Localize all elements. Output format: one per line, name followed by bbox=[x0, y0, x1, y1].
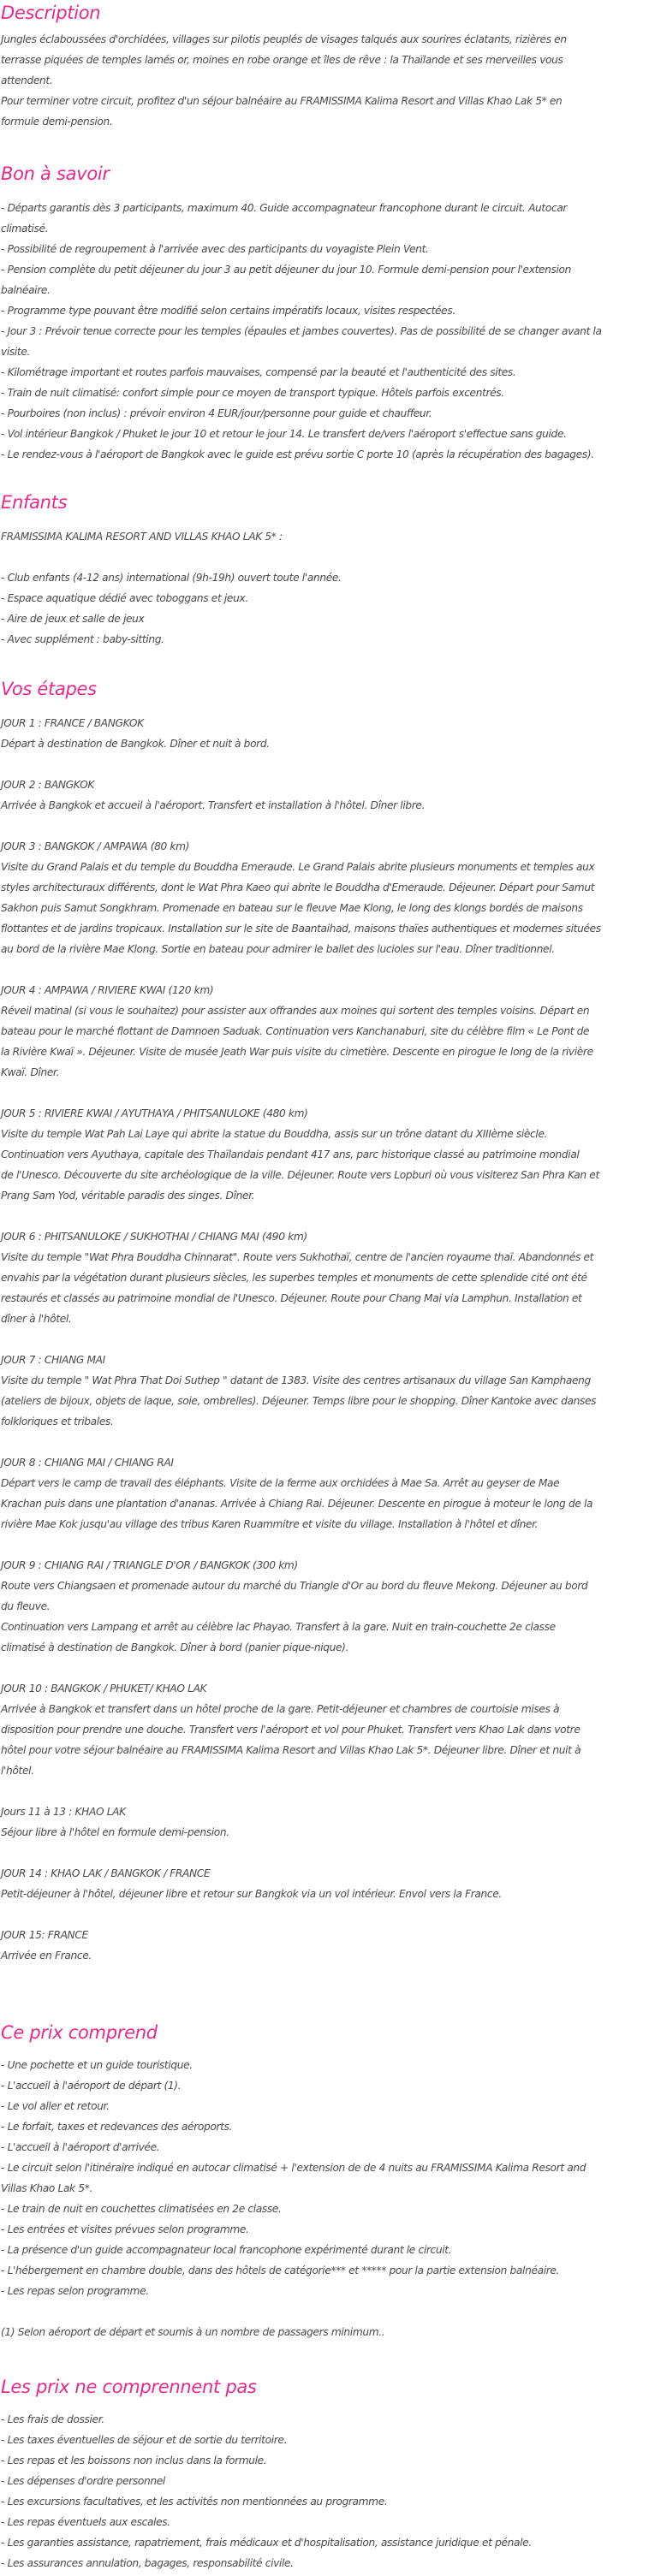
text-line: Petit-déjeuner à l'hôtel, déjeuner libre et retour sur Bangkok via un vol intérieur. Envol vers la France. bbox=[1, 1888, 502, 1900]
text-line: - Les repas éventuels aux escales. bbox=[1, 2516, 170, 2528]
text-line: Réveil matinal (si vous le souhaitez) pour assister aux offrandes aux moines qui sortent des temples voisins. Départ en bbox=[1, 1005, 590, 1017]
text-line: folkloriques et tribales. bbox=[1, 1416, 114, 1427]
section-title-ne-comprennent-pas: Les prix ne comprennent pas bbox=[1, 2377, 257, 2397]
text-line: - Programme type pouvant être modifié selon certains impératifs locaux, visites respectées. bbox=[1, 305, 455, 317]
text-line: JOUR 6 : PHITSANULOKE / SUKHOTHAI / CHIANG MAI (490 km) bbox=[1, 1231, 307, 1243]
text-line: climatisé. bbox=[1, 223, 49, 234]
text-line: Visite du temple Wat Pah Lai Laye qui abrite la statue du Bouddha, assis sur un trône datant du XIIIème siècle. bbox=[1, 1128, 548, 1140]
text-line: Départ à destination de Bangkok. Dîner et nuit à bord. bbox=[1, 738, 270, 750]
text-line: bateau pour le marché flottant de Damnoen Saduak. Continuation vers Kanchanaburi, site du célèbre film « Le Pont de bbox=[1, 1025, 590, 1037]
text-line: - Le circuit selon l'itinéraire indiqué en autocar climatisé + l'extension de de 4 nuits au FRAMISSIMA Kalima Resort and bbox=[1, 2162, 586, 2174]
section-title-description: Description bbox=[1, 3, 101, 23]
text-line: visite. bbox=[1, 346, 31, 358]
text-line: Prang Sam Yod, véritable paradis des singes. Dîner. bbox=[1, 1190, 255, 1202]
text-line: Jours 11 à 13 : KHAO LAK bbox=[1, 1806, 126, 1818]
text-line: attendent. bbox=[1, 74, 53, 86]
text-line: rivière Mae Kok jusqu'au village des tribus Karen Ruammitre et visite du village. Installation à l'hôtel et dîner. bbox=[1, 1518, 539, 1530]
text-line: JOUR 9 : CHIANG RAI / TRIANGLE D'OR / BANGKOK (300 km) bbox=[1, 1559, 298, 1571]
text-line: (ateliers de bijoux, objets de laque, soie, ombrelles). Déjeuner. Temps libre pour le shopping. Dîner Kantoke avec danses bbox=[1, 1395, 597, 1407]
text-line: Kwaï. Dîner. bbox=[1, 1066, 60, 1078]
text-line: au bord de la rivière Mae Klong. Sortie en bateau pour admirer le ballet des lucioles sur l'eau. Dîner traditionnel. bbox=[1, 943, 555, 955]
text-line: FRAMISSIMA KALIMA RESORT AND VILLAS KHAO LAK 5* : bbox=[1, 531, 283, 543]
text-line: - Les assurances annulation, bagages, responsabilité civile. bbox=[1, 2557, 294, 2569]
text-line: Arrivée à Bangkok et transfert dans un hôtel proche de la gare. Petit-déjeuner et chambres de courtoisie mises à bbox=[1, 1703, 560, 1715]
text-line: - Départs garantis dès 3 participants, maximum 40. Guide accompagnateur francophone durant le circuit. Autocar bbox=[1, 202, 568, 214]
text-line: de l'Unesco. Découverte du site archéologique de la ville. Déjeuner. Route vers Lopburi où vous visiterez San Phra Kan et bbox=[1, 1169, 599, 1181]
text-line: - Les repas et les boissons non inclus dans la formule. bbox=[1, 2454, 267, 2466]
text-line: - L'accueil à l'aéroport d'arrivée. bbox=[1, 2141, 160, 2153]
text-line: formule demi-pension. bbox=[1, 116, 113, 128]
text-line: Séjour libre à l'hôtel en formule demi-pension. bbox=[1, 1826, 229, 1838]
text-line: l'hôtel. bbox=[1, 1765, 34, 1777]
text-line: - Le train de nuit en couchettes climatisées en 2e classe. bbox=[1, 2203, 282, 2215]
text-line: JOUR 5 : RIVIERE KWAI / AYUTHAYA / PHITSANULOKE (480 km) bbox=[1, 1107, 308, 1119]
text-line: - Train de nuit climatisé: confort simple pour ce moyen de transport typique. Hôtels parfois excentrés. bbox=[1, 387, 504, 399]
text-line: - L'hébergement en chambre double, dans des hôtels de catégorie*** et ***** pour la partie extension balnéaire. bbox=[1, 2264, 560, 2276]
text-line: - Le forfait, taxes et redevances des aéroports. bbox=[1, 2121, 233, 2133]
text-line: Jungles éclaboussées d'orchidées, villages sur pilotis peuplés de visages talqués aux sourires éclatants, rizières en bbox=[1, 33, 567, 45]
text-line: du fleuve. bbox=[1, 1600, 51, 1612]
text-line: JOUR 3 : BANGKOK / AMPAWA (80 km) bbox=[1, 840, 190, 852]
text-line: Visite du temple " Wat Phra That Doi Suthep " datant de 1383. Visite des centres artisanaux du village San Kamphaeng bbox=[1, 1374, 591, 1386]
text-line: restaurés et classés au patrimoine mondial de l'Unesco. Déjeuner. Route pour Chang Mai via Lamphun. Installation et bbox=[1, 1292, 582, 1304]
text-line: balnéaire. bbox=[1, 284, 51, 296]
text-line: Visite du Grand Palais et du temple du Bouddha Emeraude. Le Grand Palais abrite plusieurs monuments et temples aux bbox=[1, 861, 595, 873]
text-line: - Les dépenses d'ordre personnel bbox=[1, 2475, 165, 2487]
text-line: flottantes et de jardins tropicaux. Installation sur le site de Baantaihad, maisons thaïes authentiques et modernes situées bbox=[1, 923, 601, 935]
text-line: - Le vol aller et retour. bbox=[1, 2100, 110, 2112]
text-line: Arrivée en France. bbox=[1, 1950, 92, 1962]
text-line: Visite du temple "Wat Phra Bouddha Chinnarat". Route vers Sukhothaï, centre de l'ancien royaume thaï. Abandonnés et bbox=[1, 1251, 594, 1263]
text-line: - Espace aquatique dédié avec toboggans et jeux. bbox=[1, 592, 248, 604]
text-line: - Les excursions facultatives, et les activités non mentionnées au programme. bbox=[1, 2496, 388, 2508]
text-line: JOUR 1 : FRANCE / BANGKOK bbox=[1, 717, 144, 729]
text-line: - Une pochette et un guide touristique. bbox=[1, 2059, 193, 2071]
text-line: - Les repas selon programme. bbox=[1, 2285, 149, 2297]
text-line: - Club enfants (4-12 ans) international (9h-19h) ouvert toute l'année. bbox=[1, 572, 342, 584]
text-line: - Les taxes éventuelles de séjour et de sortie du territoire. bbox=[1, 2434, 288, 2446]
text-line: JOUR 7 : CHIANG MAI bbox=[1, 1354, 105, 1366]
text-line: - Pourboires (non inclus) : prévoir environ 4 EUR/jour/personne pour guide et chauffeur. bbox=[1, 407, 432, 419]
section-title-bon-a-savoir: Bon à savoir bbox=[1, 163, 110, 184]
section-title-enfants: Enfants bbox=[1, 492, 68, 513]
text-line: JOUR 4 : AMPAWA / RIVIERE KWAI (120 km) bbox=[1, 984, 214, 996]
section-title-ce-prix-comprend: Ce prix comprend bbox=[1, 2022, 158, 2043]
text-line: Continuation vers Ayuthaya, capitale des Thaïlandais pendant 417 ans, parc historique classé au patrimoine mondial bbox=[1, 1149, 580, 1160]
text-line: Villas Khao Lak 5*. bbox=[1, 2182, 92, 2194]
text-line: - Possibilité de regroupement à l'arrivée avec des participants du voyagiste Plein Vent. bbox=[1, 243, 429, 255]
text-line: Pour terminer votre circuit, profitez d'un séjour balnéaire au FRAMISSIMA Kalima Resort and Villas Khao Lak 5* en bbox=[1, 95, 563, 107]
text-line: - La présence d'un guide accompagnateur local francophone expérimenté durant le circuit. bbox=[1, 2244, 452, 2256]
text-line: - Jour 3 : Prévoir tenue correcte pour les temples (épaules et jambes couvertes). Pas de possibilité de se changer avant la bbox=[1, 325, 602, 337]
text-line: JOUR 15: FRANCE bbox=[1, 1929, 88, 1941]
section-title-vos-etapes: Vos étapes bbox=[1, 679, 97, 699]
text-line: Arrivée à Bangkok et accueil à l'aéroport. Transfert et installation à l'hôtel. Dîner libre. bbox=[1, 799, 426, 811]
text-line: styles architecturaux différents, dont le Wat Phra Kaeo qui abrite le Bouddha d'Emeraude. Déjeuner. Départ pour Samut bbox=[1, 881, 595, 893]
text-line: Krachan puis dans une plantation d'ananas. Arrivée à Chiang Rai. Déjeuner. Descente en pirogue à moteur le long de la bbox=[1, 1498, 593, 1510]
text-line: Départ vers le camp de travail des éléphants. Visite de la ferme aux orchidées à Mae Sa. Arrêt au geyser de Mae bbox=[1, 1477, 560, 1489]
text-line: - Vol intérieur Bangkok / Phuket le jour 10 et retour le jour 14. Le transfert de/vers l'aéroport s'effectue sans guide. bbox=[1, 428, 567, 440]
text-line: - Les entrées et visites prévues selon programme. bbox=[1, 2223, 249, 2235]
text-line: - Avec supplément : baby-sitting. bbox=[1, 633, 164, 645]
text-line: Continuation vers Lampang et arrêt au célèbre lac Phayao. Transfert à la gare. Nuit en train-couchette 2e classe bbox=[1, 1621, 556, 1633]
text-line: JOUR 2 : BANGKOK bbox=[1, 779, 94, 791]
text-line: Route vers Chiangsaen et promenade autour du marché du Triangle d'Or au bord du fleuve Mekong. Déjeuner au bord bbox=[1, 1580, 588, 1592]
text-line: JOUR 8 : CHIANG MAI / CHIANG RAI bbox=[1, 1457, 174, 1469]
text-line: (1) Selon aéroport de départ et soumis à un nombre de passagers minimum.. bbox=[1, 2326, 385, 2338]
text-line: hôtel pour votre séjour balnéaire au FRAMISSIMA Kalima Resort and Villas Khao Lak 5*. Déjeuner libre. Dîner et nuit à bbox=[1, 1744, 581, 1756]
text-line: disposition pour prendre une douche. Transfert vers l'aéroport et vol pour Phuket. Transfert vers Khao Lak dans votre bbox=[1, 1724, 581, 1736]
text-line: - Kilométrage important et routes parfois mauvaises, compensé par la beauté et l'authenticité des sites. bbox=[1, 366, 516, 378]
text-line: envahis par la végétation durant plusieurs siècles, les superbes temples et monuments de cette splendide cité ont été bbox=[1, 1272, 587, 1284]
text-line: - Les frais de dossier. bbox=[1, 2413, 104, 2425]
text-line: JOUR 10 : BANGKOK / PHUKET/ KHAO LAK bbox=[1, 1683, 207, 1695]
text-line: terrasse piquées de temples lamés or, moines en robe orange et îles de rêve : la Thaïlande et ses merveilles vous bbox=[1, 54, 563, 66]
text-line: la Rivière Kwaï ». Déjeuner. Visite de musée Jeath War puis visite du cimetière. Descente en pirogue le long de la rivière bbox=[1, 1046, 593, 1058]
text-line: JOUR 14 : KHAO LAK / BANGKOK / FRANCE bbox=[1, 1867, 211, 1879]
text-line: dîner à l'hôtel. bbox=[1, 1313, 72, 1325]
text-line: - Les garanties assistance, rapatriement, frais médicaux et d'hospitalisation, assistance juridique et pénale. bbox=[1, 2537, 532, 2549]
text-line: - Le rendez-vous à l'aéroport de Bangkok avec le guide est prévu sortie C porte 10 (après la récupération des bagages). bbox=[1, 448, 594, 460]
text-line: climatisé à destination de Bangkok. Dîner à bord (panier pique-nique). bbox=[1, 1641, 349, 1653]
text-line: - L'accueil à l'aéroport de départ (1). bbox=[1, 2080, 182, 2092]
text-line: - Aire de jeux et salle de jeux bbox=[1, 613, 145, 625]
text-line: Sakhon puis Samut Songkhram. Promenade en bateau sur le fleuve Mae Klong, le long des klongs bordés de maisons bbox=[1, 902, 583, 914]
text-line: - Pension complète du petit déjeuner du jour 3 au petit déjeuner du jour 10. Formule demi-pension pour l'extension bbox=[1, 264, 572, 276]
